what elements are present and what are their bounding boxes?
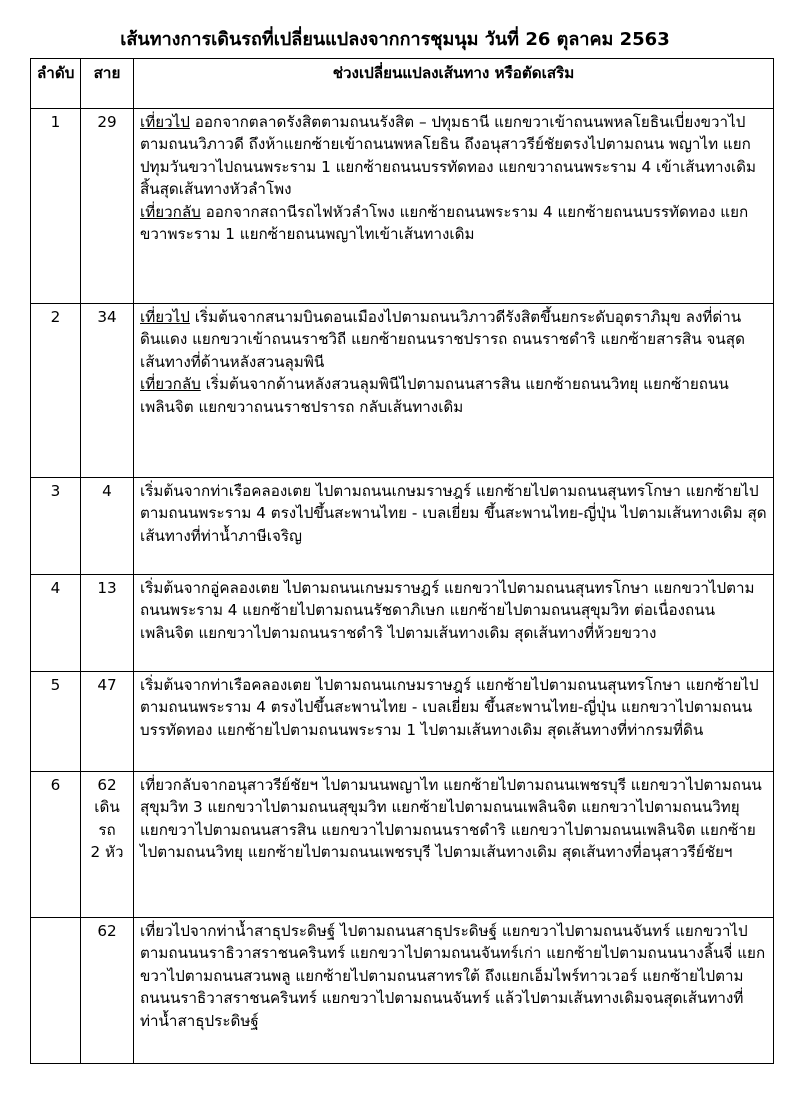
return-route: ออกจากสถานีรถไฟหัวลำโพง แยกซ้ายถนนพระราม 4 แยกซ้ายถนนบรรทัดทอง แยกขวาพระราม 1 แยกซ้ายถนนพญาไทเข้าเส้นทางเดิม	[140, 202, 749, 244]
row-order: 2	[31, 304, 81, 478]
row-description: เริ่มต้นจากอู่คลองเตย ไปตามถนนเกษมราษฎร์ แยกขวาไปตามถนนสุนทรโกษา แยกขวาไปตามถนนพระราม 4 แยกซ้ายไปตามถนนรัชดาภิเษก แยกซ้ายไปตามถนนสุขุมวิท ต่อเนื่องถนนเพลินจิต แยกขวาไปตามถนนราชดำริ ไปตามเส้นทางเดิม สุดเส้นทางที่ห้วยขวาง	[134, 575, 774, 672]
row-order: 5	[31, 672, 81, 772]
row-description: เริ่มต้นจากท่าเรือคลองเตย ไปตามถนนเกษมราษฎร์ แยกซ้ายไปตามถนนสุนทรโกษา แยกซ้ายไปตามถนนพระราม 4 ตรงไปขึ้นสะพานไทย - เบลเยี่ยม ขึ้นสะพานไทย-ญี่ปุ่น แยกขวาไปตามถนนบรรทัดทอง แยกซ้ายไปตามถนนพระราม 1 ไปตามเส้นทางเดิม สุดเส้นทางที่ท่ากรมที่ดิน	[134, 672, 774, 772]
row-line: 13	[81, 575, 134, 672]
row-description: เที่ยวไปจากท่าน้ำสาธุประดิษฐ์ ไปตามถนนสาธุประดิษฐ์ แยกขวาไปตามถนนจันทร์ แยกขวาไปตามถนนนราธิวาสราชนครินทร์ แยกขวาไปตามถนนจันทร์เก่า แยกซ้ายไปตามถนนนางลิ้นจี่ แยกขวาไปตามถนนสวนพลู แยกซ้ายไปตามถนนสาทรใต้ ถึงแยกเอ็มไพร์ทาวเวอร์ แยกซ้ายไปตามถนนนราธิวาสราชนครินทร์ แยกขวาไปตามถนนจันทร์ แล้วไปตามเส้นทางเดิมจนสุดเส้นทางที่ท่าน้ำสาธุประดิษฐ์	[134, 918, 774, 1064]
return-label: เที่ยวกลับ	[140, 202, 201, 221]
document-title: เส้นทางการเดินรถที่เปลี่ยนแปลงจากการชุมนุม วันที่ 26 ตุลาคม 2563	[120, 29, 670, 50]
row-order: 6	[31, 772, 81, 918]
table-row	[31, 772, 774, 918]
table-header-row	[31, 59, 774, 109]
row-order: 3	[31, 478, 81, 575]
return-label: เที่ยวกลับ	[140, 375, 201, 394]
row-line: 34	[81, 304, 134, 478]
outbound-label: เที่ยวไป	[140, 308, 190, 326]
row-order	[31, 918, 81, 1064]
row-line: 47	[81, 672, 134, 772]
outbound-label: เที่ยวไป	[140, 113, 190, 131]
outbound-route: เริ่มต้นจากสนามบินดอนเมืองไปตามถนนวิภาวดีรังสิตขึ้นยกระดับอุตราภิมุข ลงที่ด่านดินแดง แยกขวาเข้าถนนราชวิถี แยกซ้ายถนนราชปรารถ ถนนราชดำริ แยกซ้ายสารสิน จนสุดเส้นทางที่ด้านหลังสวนลุมพินี	[140, 308, 745, 371]
row-order: 1	[31, 109, 81, 304]
line-note: 2 หัว	[90, 843, 124, 862]
row-line: 4	[81, 478, 134, 575]
row-line-cell	[81, 772, 134, 918]
return-route: เริ่มต้นจากด้านหลังสวนลุมพินีไปตามถนนสารสิน แยกซ้ายถนนวิทยุ แยกซ้ายถนนเพลินจิต แยกขวาถนนราชปรารถ กลับเส้นทางเดิม	[140, 375, 729, 416]
row-description	[134, 109, 774, 304]
row-order: 4	[31, 575, 81, 672]
table-row	[31, 672, 774, 772]
row-description: เริ่มต้นจากท่าเรือคลองเตย ไปตามถนนเกษมราษฎร์ แยกซ้ายไปตามถนนสุนทรโกษา แยกซ้ายไปตามถนนพระราม 4 ตรงไปขึ้นสะพานไทย - เบลเยี่ยม ขึ้นสะพานไทย-ญี่ปุ่น ไปตามเส้นทางเดิม สุดเส้นทางที่ท่าน้ำภาษีเจริญ	[134, 478, 774, 575]
row-description: เที่ยวกลับจากอนุสาวรีย์ชัยฯ ไปตามนนพญาไท แยกซ้ายไปตามถนนเพชรบุรี แยกขวาไปตามถนนสุขุมวิท 3 แยกขวาไปตามถนนสุขุมวิท แยกซ้ายไปตามถนนเพลินจิต แยกขวาไปตามถนนวิทยุ แยกขวาไปตามถนนสารสิน แยกขวาไปตามถนนราชดำริ แยกขวาไปตามถนนเพลินจิต แยกซ้ายไปตามถนนวิทยุ แยกซ้ายไปตามถนนเพชรบุรี ไปตามเส้นทางเดิม สุดเส้นทางที่อนุสาวรีย์ชัยฯ	[134, 772, 774, 918]
row-line: 29	[81, 109, 134, 304]
table-row	[31, 918, 774, 1064]
row-line: 62	[97, 776, 117, 794]
header-line: สาย	[81, 59, 134, 109]
row-description	[134, 304, 774, 478]
table-row	[31, 478, 774, 575]
table-row	[31, 575, 774, 672]
header-description: ช่วงเปลี่ยนแปลงเส้นทาง หรือตัดเสริม	[134, 59, 774, 109]
line-note: รถ	[98, 820, 116, 839]
line-note: เดิน	[94, 798, 120, 817]
route-change-table	[30, 58, 774, 1064]
outbound-route: ออกจากตลาดรังสิตตามถนนรังสิต – ปทุมธานี แยกขวาเข้าถนนพหลโยธินเบี่ยงขวาไปตามถนนวิภาวดี ถึงห้าแยกซ้ายเข้าถนนพหลโยธิน ถึงอนุสาวรีย์ชัยตรงไปตามถนน พญาไท แยกปทุมวันขวาไปถนนพระราม 1 แยกซ้ายถนนบรรทัดทอง แยกขวาถนนพระราม 4 เข้าเส้นทางเดิมสิ้นสุดเส้นทางหัวลำโพง	[140, 113, 756, 199]
table-row	[31, 109, 774, 304]
table-row	[31, 304, 774, 478]
header-order: ลำดับ	[31, 59, 81, 109]
row-line: 62	[81, 918, 134, 1064]
